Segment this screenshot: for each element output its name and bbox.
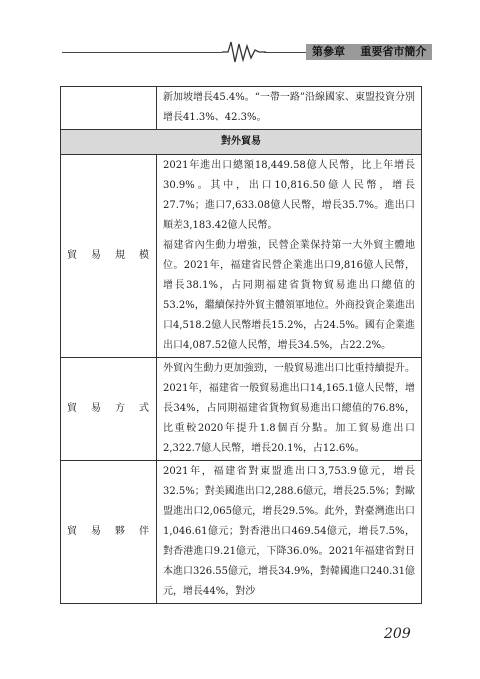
table-row-trade-partners bbox=[61, 461, 422, 604]
row-label-trade-mode: 貿易方式 bbox=[61, 358, 157, 461]
row-content-investment: 新加坡增長45.4%。“一帶一路”沿線國家、東盟投資分別增長41.3%、42.3%。 bbox=[157, 87, 422, 130]
page-header bbox=[0, 0, 480, 70]
row-label-trade-partners: 貿易夥伴 bbox=[61, 461, 157, 604]
paragraph: 外貿內生動力更加強勁，一般貿易進出口比重持續提升。2021年，福建省一般貿易進出口14,165.1億人民幣，增長34%，占同期福建省貨物貿易進出口總值的76.8%，比重較2020年提升1.8個百分點。加工貿易進出口2,322.7億人民幣，增長20.1%，占12.6%。 bbox=[163, 363, 415, 454]
chapter-banner bbox=[306, 44, 432, 60]
header-rule-right bbox=[264, 52, 306, 53]
header-rule-left bbox=[62, 52, 222, 53]
row-label-empty bbox=[61, 87, 157, 130]
chapter-number: 第參章 bbox=[312, 45, 345, 58]
paragraph: 2021年，福建省對東盟進出口3,753.9億元，增長32.5%；對美國進出口2,288.6億元，增長25.5%；對歐盟進出口2,065億元，增長29.5%。此外，對臺灣進出口1,046.61億元；對香港出口469.54億元，增長7.5%，對香港進口9.21億元，下降36.0%。2021年福建省對日本進口326.55億元，增長34.9%，對韓國進口240.31億元，增長44%，對沙 bbox=[163, 466, 415, 597]
chapter-title: 重要省市簡介 bbox=[360, 45, 427, 58]
row-content-trade-scale bbox=[157, 155, 422, 358]
paragraph: 2021年進出口總額18,449.58億人民幣，比上年增長30.9%。其中，出口10,816.50億人民幣，增長27.7%；進口7,633.08億人民幣，增長35.7%。進出口順差3,183.42億人民幣。 bbox=[163, 160, 415, 231]
row-content-trade-mode bbox=[157, 358, 422, 461]
info-table bbox=[60, 86, 422, 604]
table-row-trade-mode bbox=[61, 358, 422, 461]
paragraph: 福建省內生動力增強，民營企業保持第一大外貿主體地位。2021年，福建省民營企業進出口9,816億人民幣，增長38.1%，占同期福建省貨物貿易進出口總值的53.2%，繼續保持外貿主體領軍地位。外商投資企業進出口4,518.2億人民幣增長15.2%，占24.5%。國有企業進出口4,087.52億人民幣，增長34.5%，占22.2%。 bbox=[163, 240, 415, 351]
row-label-trade-scale: 貿易規模 bbox=[61, 155, 157, 358]
page-number: 209 bbox=[384, 626, 411, 642]
table-row-trade-scale bbox=[61, 155, 422, 358]
row-content-trade-partners bbox=[157, 461, 422, 604]
heartbeat-line-icon bbox=[222, 38, 266, 66]
table-row-top bbox=[61, 87, 422, 130]
section-header-row bbox=[61, 130, 422, 155]
section-title-foreign-trade: 對外貿易 bbox=[61, 130, 422, 155]
